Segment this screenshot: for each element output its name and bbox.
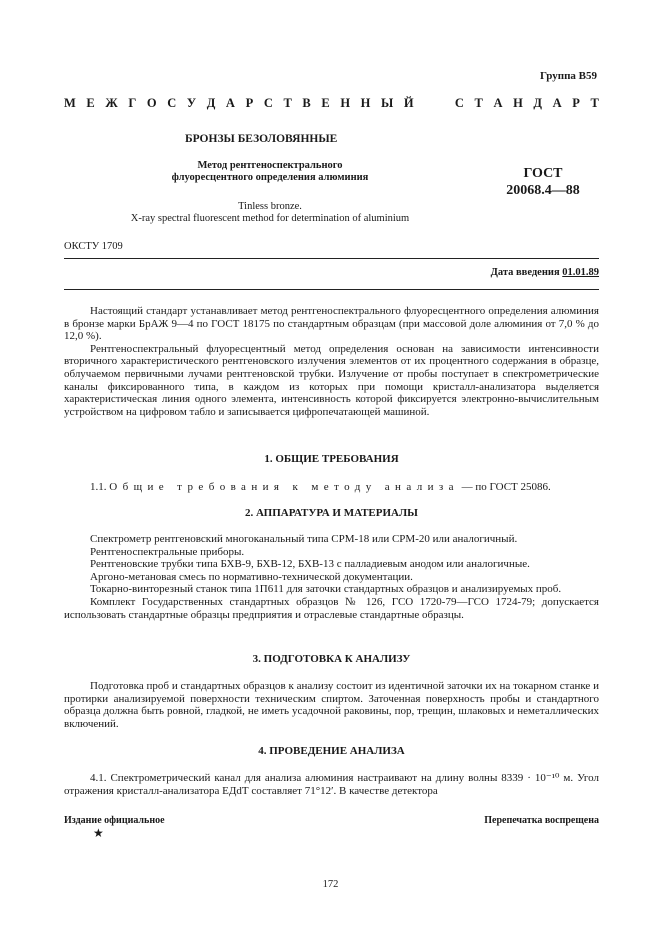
section-1-text — [64, 481, 599, 494]
banner-letter: Т — [283, 96, 292, 110]
banner-letter: Т — [474, 96, 483, 110]
banner-letter: С — [167, 96, 177, 110]
banner-letter: О — [146, 96, 157, 110]
section-3-text — [64, 680, 599, 730]
preparation-paragraph: Подготовка проб и стандартных образцов к анализу состоит из идентичной заточки их на токарном станке и протирки анализируемой поверхности техническим спиртом. Заточенная поверхность пробы и стандартного образца должна быть ровной, гладкой, не иметь усадочной раковины, пор, трещин, шлаковых и неметаллических включений. — [64, 680, 599, 730]
group-code: Группа В59 — [539, 70, 597, 82]
banner-letter: Н — [360, 96, 371, 110]
banner-letter: С — [454, 96, 464, 110]
equipment-item: Рентгеноспектральные приборы. — [90, 545, 245, 558]
banner-letter: В — [302, 96, 311, 110]
equipment-item: Токарно-винторезный станок типа 1П611 для заточки стандартных образцов и анализируемых проб. — [90, 583, 562, 596]
subtitle-line-2: флуоресцентного определения алюминия — [171, 172, 369, 183]
banner-letter: Д — [533, 96, 543, 110]
banner-letter: Ы — [381, 96, 394, 110]
intro-paragraph: Рентгеноспектральный флуоресцентный метод определения основан на зависимости интенсивности вторичного характеристического рентгеновского излучения элементов от их процентного содержания в образце, облучаемом первичными лучами рентгеновской трубки. Излучение от пробы поступает в спектрометрические каналы фиксированного типа, в каждом из которых при помощи кристалл-анализатора выделяется характеристическая линия одного элемента, интенсивность которой фиксируется электронно-вычислительным устройством на цифровом табло и записывается цифропечатающей машиной. — [64, 342, 599, 418]
intro-text — [64, 305, 599, 418]
equipment-item: Аргоно-метановая смесь по нормативно-технической документации. — [90, 570, 413, 583]
banner-letter: Н — [513, 96, 523, 110]
banner-gap — [424, 96, 444, 111]
section-3-heading: 3. ПОДГОТОВКА К АНАЛИЗУ — [252, 653, 411, 665]
section-4-text — [64, 772, 599, 797]
clause-reference: — по ГОСТ 25086. — [458, 481, 551, 493]
banner-letter: А — [225, 96, 235, 110]
banner-letter: Д — [206, 96, 216, 110]
banner-letter: Т — [590, 96, 599, 110]
document-subtitle — [150, 160, 390, 184]
intro-paragraph: Настоящий стандарт устанавливает метод рентгеноспектрального флуоресцентного определения алюминия в бронзе марки БрАЖ 9—4 по ГОСТ 18175 по стандартным образцам (при массовой доле алюминия от 7,0 % до 12,0 %). — [64, 305, 599, 343]
section-4-heading: 4. ПРОВЕДЕНИЕ АНАЛИЗА — [258, 745, 405, 757]
divider-top — [64, 258, 599, 259]
english-title-line-2: X-ray spectral fluorescent method for determination of aluminium — [130, 213, 410, 224]
star-icon: ★ — [93, 826, 104, 840]
document-title: БРОНЗЫ БЕЗОЛОВЯННЫЕ — [185, 133, 338, 145]
section-2-text — [64, 533, 599, 621]
reprint-prohibited-note: Перепечатка воспрещена — [484, 815, 599, 826]
equipment-item: Рентгеновские трубки типа БХВ-9, БХВ-12, БХВ-13 с палладиевым анодом или аналогичные. — [90, 558, 530, 571]
effective-date — [491, 267, 599, 278]
analysis-paragraph: 4.1. Спектрометрический канал для анализа алюминия настраивают на длину волны 8339 · 10⁻¹⁰ м. Угол отражения кристалл-анализатора ЕДdТ составляет 71°12′. В качестве детектора — [64, 772, 599, 797]
banner-letter: Г — [128, 96, 137, 110]
page-number: 172 — [322, 879, 339, 890]
gost-number — [478, 165, 608, 199]
effective-date-label: Дата введения — [490, 267, 563, 278]
banner-letter: А — [493, 96, 503, 110]
banner-letter: Й — [403, 96, 414, 110]
divider-date — [64, 289, 599, 290]
gost-code: 20068.4—88 — [506, 183, 580, 198]
section-1-heading: 1. ОБЩИЕ ТРЕБОВАНИЯ — [264, 453, 399, 465]
banner-letter: Н — [340, 96, 351, 110]
banner-letter: Е — [86, 96, 95, 110]
equipment-item: Спектрометр рентгеновский многоканальный типа СРМ-18 или СРМ-20 или аналогичный. — [90, 533, 518, 545]
section-2-heading: 2. АППАРАТУРА И МАТЕРИАЛЫ — [245, 507, 418, 519]
banner-letter: У — [186, 96, 197, 110]
banner-letter: Е — [321, 96, 330, 110]
banner-letter: М — [64, 96, 76, 110]
clause-number: 1.1. — [90, 481, 110, 493]
official-edition-note: Издание официальное — [64, 815, 165, 826]
english-title — [90, 201, 450, 225]
banner-letter: Ж — [105, 96, 118, 110]
banner-letter: А — [552, 96, 562, 110]
equipment-item: Комплект Государственных стандартных образцов № 126, ГСО 1720-79—ГСО 1724-79; допускается использовать стандартные образцы предприятия и отраслевые стандартные образцы. — [64, 595, 599, 621]
banner-letter: Р — [245, 96, 254, 110]
banner-letter: Р — [572, 96, 580, 110]
banner-letter: С — [263, 96, 273, 110]
effective-date-value: 01.01.89 — [562, 267, 599, 278]
gost-label: ГОСТ — [523, 166, 563, 181]
standard-banner — [64, 96, 599, 111]
subtitle-line-1: Метод рентгеноспектрального — [197, 160, 343, 171]
oksty-code: ОКСТУ 1709 — [64, 241, 123, 252]
english-title-line-1: Tinless bronze. — [238, 201, 302, 212]
clause-spaced-title: Общие требования к методу анализа — [109, 481, 459, 493]
clause-1-1 — [64, 481, 599, 494]
